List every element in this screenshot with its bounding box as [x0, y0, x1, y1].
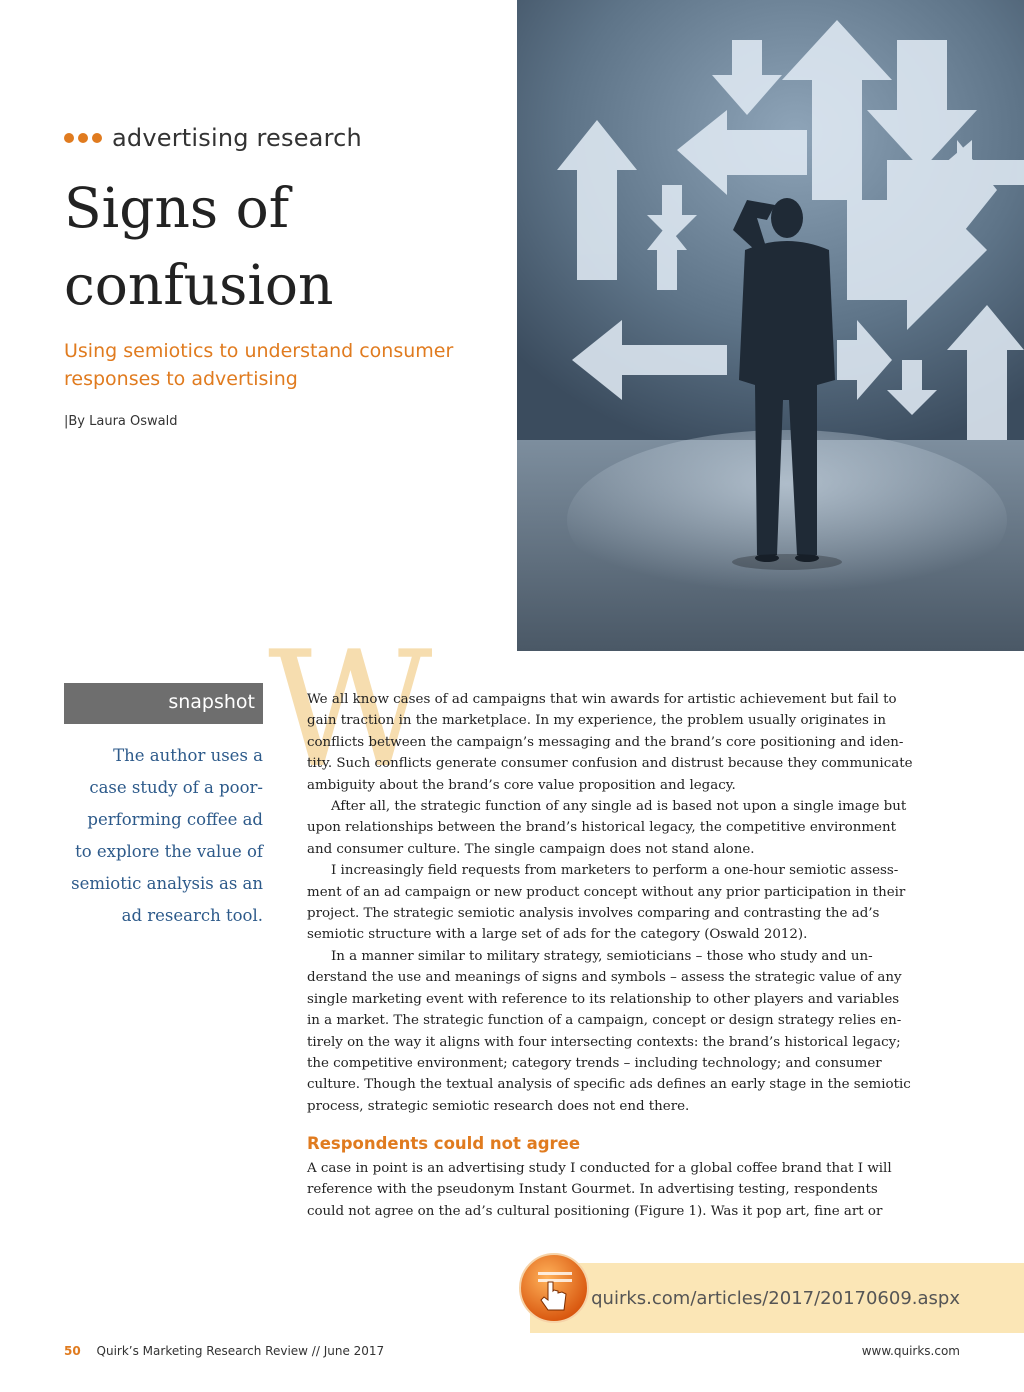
body-line: I increasingly field requests from marketers to perform a one-hour semiotic assess-: [331, 863, 899, 879]
publication-name: Quirk’s Marketing Research Review // June 2017: [96, 1344, 385, 1358]
body-line: ambiguity about the brand’s core value proposition and legacy.: [307, 777, 736, 793]
section-label: advertising research: [112, 124, 362, 152]
subtitle-line: Using semiotics to understand consumer: [64, 340, 454, 362]
snapshot-line: case study of a poor-: [89, 778, 263, 797]
article-body-continued: [307, 1158, 967, 1222]
page-number: 50: [64, 1344, 81, 1358]
section-dots-icon: [64, 133, 102, 143]
article-body: [307, 689, 967, 1117]
body-line: tirely on the way it aligns with four intersecting contexts: the brand’s historical legacy;: [307, 1034, 901, 1050]
pointer-hand-icon[interactable]: [518, 1252, 590, 1324]
section-tag: [64, 124, 362, 152]
article-subtitle: [64, 337, 494, 393]
footer-website[interactable]: www.quirks.com: [861, 1344, 960, 1358]
subtitle-line: responses to advertising: [64, 368, 298, 390]
body-line: culture. Though the textual analysis of specific ads defines an early stage in the semiotic: [307, 1077, 911, 1093]
snapshot-line: ad research tool.: [121, 906, 263, 925]
title-line: Signs of: [64, 176, 290, 240]
body-line: the competitive environment; category trends – including technology; and consumer: [307, 1055, 882, 1071]
body-line: project. The strategic semiotic analysis involves comparing and contrasting the ad’s: [307, 906, 880, 922]
snapshot-label: snapshot: [168, 691, 255, 713]
body-line: derstand the use and meanings of signs and symbols – assess the strategic value of any: [307, 970, 902, 986]
drop-cap: W: [268, 616, 433, 803]
body-line: reference with the pseudonym Instant Gourmet. In advertising testing, respondents: [307, 1182, 878, 1198]
snapshot-line: performing coffee ad: [87, 810, 263, 829]
body-line: process, strategic semiotic research does not end there.: [307, 1098, 690, 1114]
article-url-link[interactable]: quirks.com/articles/2017/20170609.aspx: [591, 1288, 960, 1309]
body-line: upon relationships between the brand’s historical legacy, the competitive environment: [307, 820, 896, 836]
section-subhead: Respondents could not agree: [307, 1134, 581, 1153]
snapshot-text: [64, 740, 263, 932]
snapshot-header: [64, 683, 263, 724]
body-line: gain traction in the marketplace. In my experience, the problem usually originates in: [307, 713, 887, 729]
body-line: A case in point is an advertising study I conducted for a global coffee brand that I will: [307, 1161, 892, 1176]
article-title: [64, 170, 504, 324]
body-line: in a market. The strategic function of a campaign, concept or design strategy relies en-: [307, 1013, 902, 1029]
body-line: single marketing event with reference to its relationship to other players and variables: [307, 991, 900, 1007]
snapshot-line: The author uses a: [113, 746, 263, 765]
body-line: tity. Such conflicts generate consumer confusion and distrust because they communicate: [307, 756, 913, 772]
body-line: conflicts between the campaign’s messaging and the brand’s core positioning and iden-: [307, 734, 904, 750]
snapshot-line: semiotic analysis as an: [71, 874, 263, 893]
byline: |By Laura Oswald: [64, 414, 178, 429]
footer-publication: [64, 1344, 384, 1358]
body-line: We all know cases of ad campaigns that win awards for artistic achievement but fail to: [307, 692, 897, 707]
hero-image: [517, 0, 1024, 651]
body-line: could not agree on the ad’s cultural positioning (Figure 1). Was it pop art, fine art or: [307, 1203, 883, 1219]
body-line: and consumer culture. The single campaign does not stand alone.: [307, 841, 755, 857]
body-line: In a manner similar to military strategy, semioticians – those who study and un-: [331, 948, 873, 964]
body-line: semiotic structure with a large set of ads for the category (Oswald 2012).: [307, 927, 808, 943]
title-line: confusion: [64, 253, 334, 317]
body-line: ment of an ad campaign or new product concept without any prior participation in their: [307, 884, 906, 900]
body-line: After all, the strategic function of any single ad is based not upon a single image but: [331, 799, 907, 815]
snapshot-line: to explore the value of: [75, 842, 263, 861]
